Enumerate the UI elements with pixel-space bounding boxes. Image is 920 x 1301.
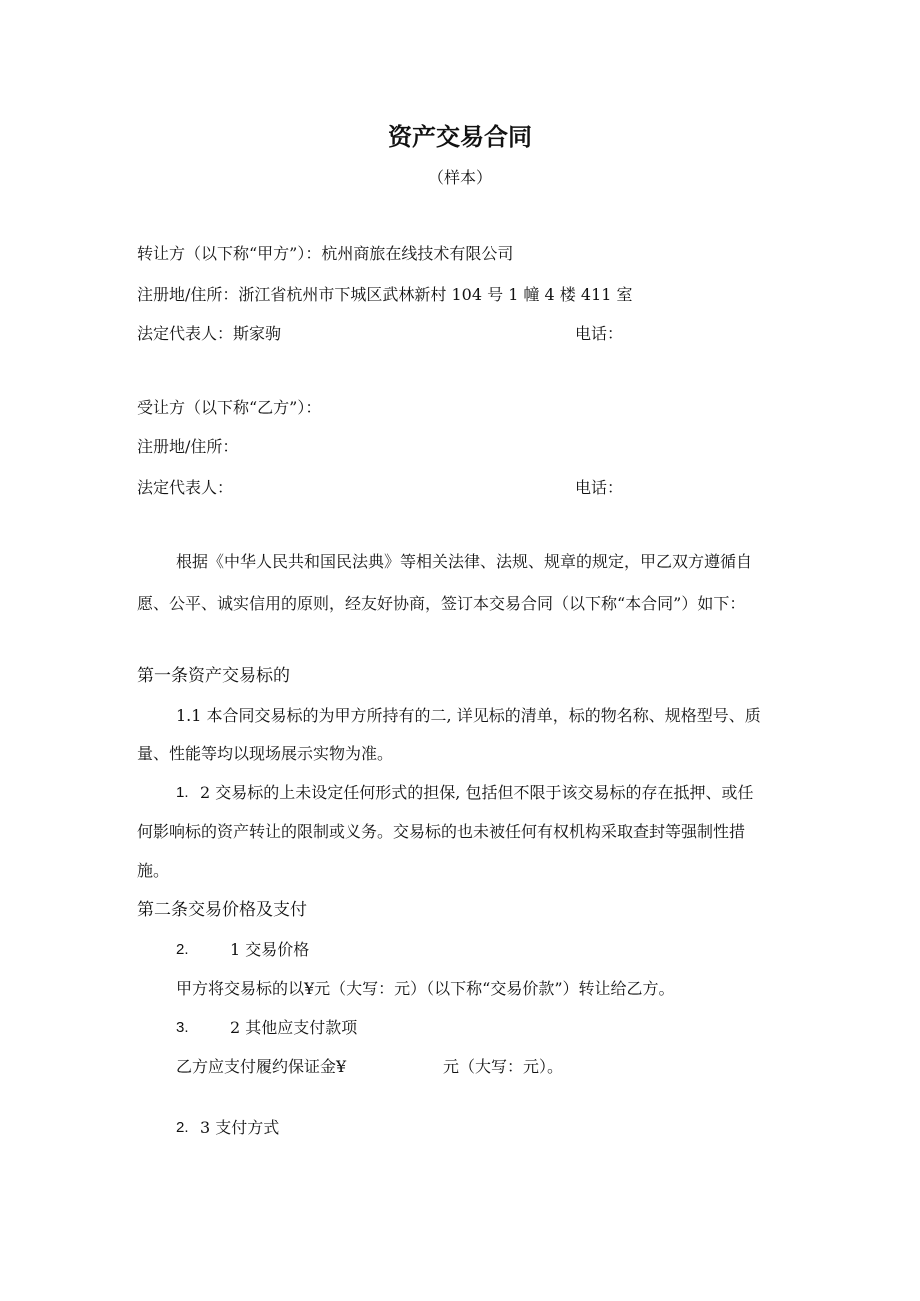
clause-2-3-label: 3 支付方式 (200, 1118, 280, 1137)
party-a-phone: 电话： (575, 324, 624, 343)
document-title: 资产交易合同 (388, 122, 532, 151)
clause-1-2-line-2: 何影响标的资产转让的限制或义务。交易标的也未被任何有权机构采取查封等强制性措 (137, 822, 746, 841)
clause-1-1-line-1: 1.1 本合同交易标的为甲方所持有的二, 详见标的清单，标的物名称、规格型号、质 (176, 706, 761, 725)
party-a-address: 注册地/住所：浙江省杭州市下城区武林新村 104 号 1 幢 4 楼 411 室 (137, 285, 633, 304)
document-subtitle: （样本） (427, 168, 492, 187)
party-b-name: 受让方（以下称“乙方”）： (137, 398, 322, 417)
clause-2-1-label: 1 交易价格 (230, 940, 310, 959)
clause-1-2-line-3: 施。 (137, 861, 170, 880)
clause-2-3-number: 2. (176, 1119, 189, 1136)
party-b-address: 注册地/住所： (137, 437, 239, 456)
article-1-heading: 第一条资产交易标的 (137, 666, 290, 686)
preamble-line-2: 愿、公平、诚实信用的原则，经友好协商，签订本交易合同（以下称“本合同”）如下： (137, 594, 746, 613)
clause-1-2-line-1: 2 交易标的上未设定任何形式的担保, 包括但不限于该交易标的存在抵押、或任 (200, 783, 754, 802)
preamble-line-1: 根据《中华人民共和国民法典》等相关法律、法规、规章的规定，甲乙双方遵循自 (176, 552, 753, 571)
clause-2-2-label: 2 其他应支付款项 (230, 1018, 358, 1037)
party-a-representative: 法定代表人：斯家驹 (137, 324, 282, 343)
clause-2-2-text-b: 元（大写：元）。 (443, 1057, 564, 1076)
clause-2-2-number: 3. (176, 1019, 189, 1036)
clause-1-1-line-2: 量、性能等均以现场展示实物为准。 (137, 744, 394, 763)
clause-2-1-text: 甲方将交易标的以¥元（大写：元）（以下称“交易价款”）转让给乙方。 (176, 979, 675, 998)
clause-1-2-number: 1. (176, 784, 189, 801)
party-b-phone: 电话： (575, 478, 624, 497)
article-2-heading: 第二条交易价格及支付 (137, 900, 307, 920)
party-b-representative: 法定代表人： (137, 478, 234, 497)
party-a-name: 转让方（以下称“甲方”）：杭州商旅在线技术有限公司 (137, 244, 514, 263)
clause-2-1-number: 2. (176, 941, 189, 958)
clause-2-2-text-a: 乙方应支付履约保证金¥ (176, 1057, 347, 1076)
